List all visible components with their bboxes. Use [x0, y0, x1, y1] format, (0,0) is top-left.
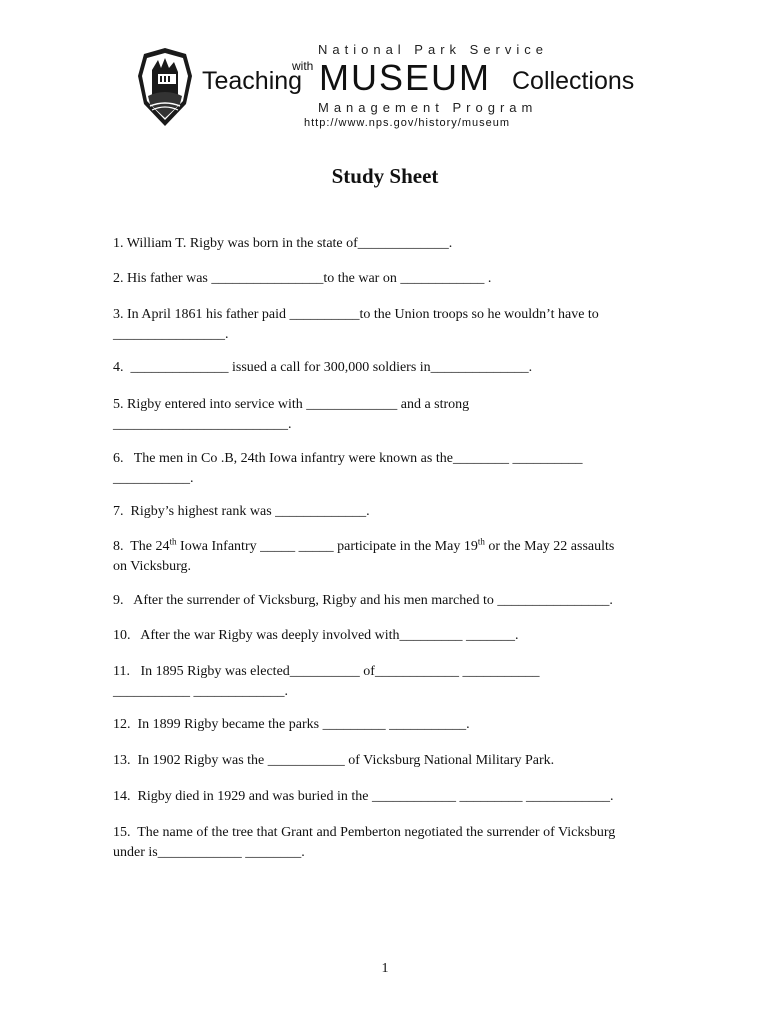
- question-13: 13. In 1902 Rigby was the ___________ of Vicksburg National Military Park.: [113, 753, 555, 768]
- question-10: 10. After the war Rigby was deeply involved with_________ _______.: [113, 628, 519, 643]
- question-12: 12. In 1899 Rigby became the parks _________ ___________.: [113, 717, 470, 732]
- question-14: 14. Rigby died in 1929 and was buried in the ____________ _________ ____________.: [113, 789, 614, 804]
- management-program-line: Management Program: [318, 100, 538, 115]
- question-5: 5. Rigby entered into service with _____________ and a strong _________________________.: [113, 397, 470, 432]
- question-15: 15. The name of the tree that Grant and Pemberton negotiated the surrender of Vicksburg under is____________ ________.: [113, 825, 616, 860]
- question-8-part-a: 8. The 24: [113, 539, 170, 554]
- page-number: 1: [381, 961, 389, 976]
- teaching-word: Teaching: [202, 67, 303, 95]
- question-8-sup-1: th: [169, 536, 177, 547]
- question-6: 6. The men in Co .B, 24th Iowa infantry were known as the________ __________ ___________.: [113, 451, 583, 486]
- page-header: [130, 40, 660, 135]
- with-word: with: [292, 59, 314, 73]
- nps-arrowhead-logo: [136, 46, 194, 128]
- question-8-part-c: or the May 22 assaults on Vicksburg.: [113, 539, 615, 574]
- question-11: 11. In 1895 Rigby was elected__________ of____________ ___________ ___________ _____________.: [113, 664, 540, 699]
- question-8: [113, 537, 673, 577]
- header-url: http://www.nps.gov/history/museum: [304, 117, 511, 129]
- question-8-part-b: Iowa Infantry _____ _____ participate in the May 19: [176, 539, 478, 554]
- question-3: 3. In April 1861 his father paid __________to the Union troops so he wouldn’t have to ________________.: [113, 307, 599, 342]
- collections-word: Collections: [512, 67, 635, 95]
- nps-header-line: National Park Service: [318, 42, 548, 57]
- question-4: 4. ______________ issued a call for 300,000 soldiers in______________.: [113, 360, 533, 375]
- museum-word: MUSEUM: [319, 57, 491, 98]
- question-7: 7. Rigby’s highest rank was _____________.: [113, 504, 370, 519]
- question-2: 2. His father was ________________to the war on ____________ .: [113, 271, 492, 286]
- question-1: 1. William T. Rigby was born in the state of_____________.: [113, 236, 453, 251]
- question-9: 9. After the surrender of Vicksburg, Rigby and his men marched to ________________.: [113, 593, 613, 608]
- page-title: Study Sheet: [331, 164, 439, 188]
- question-8-sup-2: th: [477, 536, 485, 547]
